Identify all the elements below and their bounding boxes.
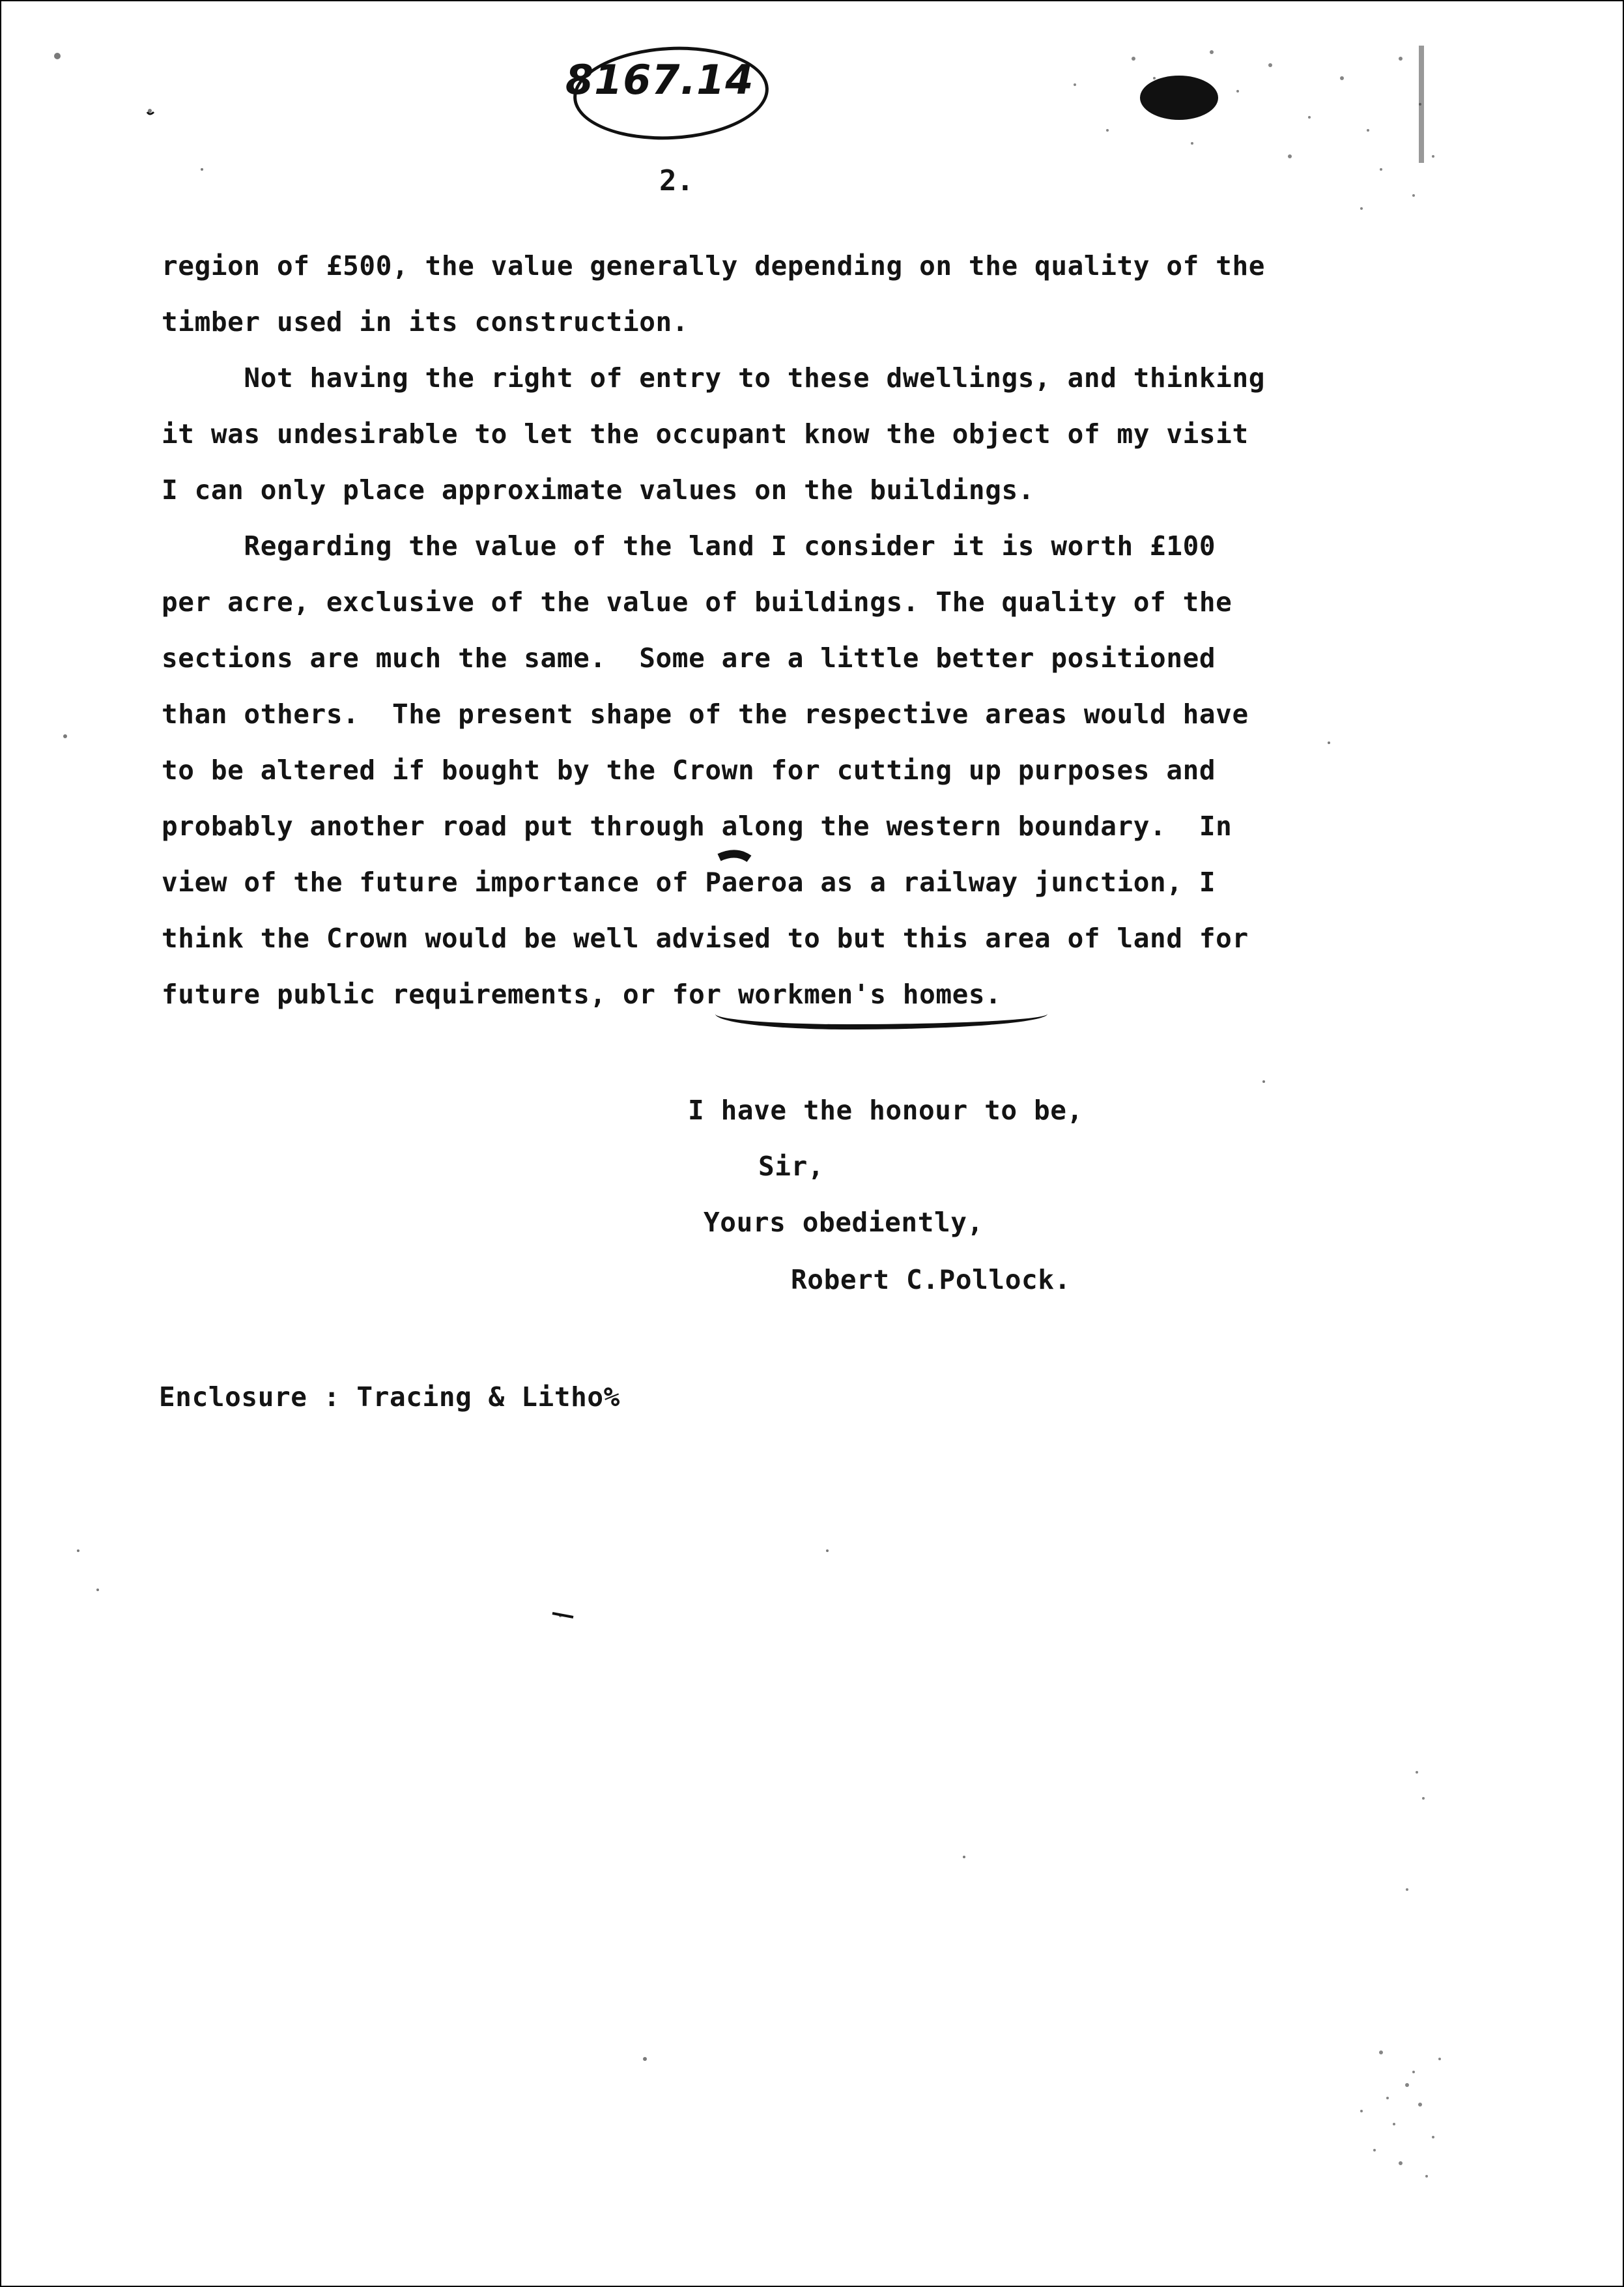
body-line-11: probably another road put through along the western boundary. In [162, 811, 1232, 842]
body-line-12: view of the future importance of Paeroa as a railway junction, I [162, 867, 1216, 898]
page-number: 2. [659, 164, 694, 197]
closing-line-1: I have the honour to be, [688, 1095, 1083, 1126]
body-line-5: I can only place approximate values on the buildings. [162, 474, 1035, 506]
body-line-3: Not having the right of entry to these dwellings, and thinking [162, 362, 1266, 394]
noise-top-right [1074, 50, 1434, 210]
body-line-7: per acre, exclusive of the value of buildings. The quality of the [162, 586, 1232, 618]
noise-left [54, 53, 1330, 2061]
body-line-1: region of £500, the value generally depending on the quality of the [162, 250, 1266, 281]
reference-number: 8167.14 [565, 56, 754, 104]
body-line-10: to be altered if bought by the Crown for cutting up purposes and [162, 755, 1216, 786]
body-line-13: think the Crown would be well advised to but this area of land for [162, 923, 1249, 954]
closing-line-2: Sir, [758, 1151, 825, 1182]
enclosure-note: Enclosure : Tracing & Litho% [159, 1381, 620, 1413]
signature-name: Robert C.Pollock. [791, 1264, 1071, 1295]
body-line-9: than others. The present shape of the respective areas would have [162, 698, 1249, 730]
noise-bottom-right [1360, 1771, 1441, 2178]
ink-blot [1140, 76, 1218, 120]
handwritten-underline [715, 1014, 1047, 1029]
body-line-14: future public requirements, or for workmen's homes. [162, 979, 1002, 1010]
body-line-2: timber used in its construction. [162, 306, 689, 338]
body-line-4: it was undesirable to let the occupant know the object of my visit [162, 418, 1249, 450]
closing-line-3: Yours obediently, [704, 1207, 984, 1238]
body-line-6: Regarding the value of the land I consider it is worth £100 [162, 530, 1216, 562]
body-line-8: sections are much the same. Some are a little better positioned [162, 642, 1216, 674]
